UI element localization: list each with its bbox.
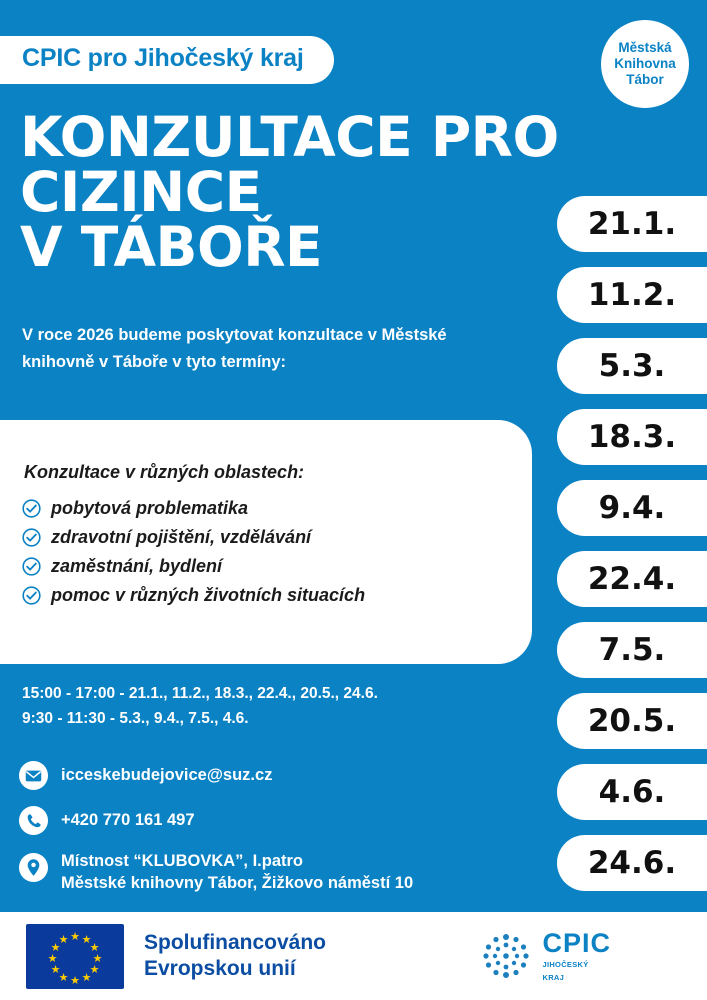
date-pill: 9.4. bbox=[557, 480, 707, 536]
contact-address-line-1: Místnost “KLUBOVKA”, I.patro bbox=[61, 852, 303, 870]
contact-address bbox=[61, 850, 413, 895]
date-pill: 21.1. bbox=[557, 196, 707, 252]
library-badge-line-1: Městská bbox=[618, 39, 672, 55]
eu-flag-icon: ★ ★ ★ ★ ★ ★ ★ ★ ★ ★ ★ ★ bbox=[26, 924, 124, 989]
intro-paragraph: V roce 2026 budeme poskytovat konzultace v Městské knihovně v Táboře v tyto termíny: bbox=[22, 326, 447, 372]
times-line-2: 9:30 - 11:30 - 5.3., 9.4., 7.5., 4.6. bbox=[22, 709, 249, 727]
times-line-1: 15:00 - 17:00 - 21.1., 11.2., 18.3., 22.4., 20.5., 24.6. bbox=[22, 685, 378, 702]
list-item-label: zaměstnání, bydlení bbox=[51, 556, 223, 576]
list-item bbox=[22, 527, 365, 548]
contact-address-line-2: Městské knihovny Tábor, Žižkovo náměstí 10 bbox=[61, 874, 414, 893]
check-circle-icon bbox=[22, 528, 41, 547]
list-item-label: zdravotní pojištění, vzdělávání bbox=[51, 527, 312, 547]
date-pill: 18.3. bbox=[557, 409, 707, 465]
date-pill: 11.2. bbox=[557, 267, 707, 323]
date-pill: 22.4. bbox=[557, 551, 707, 607]
contact-email-row bbox=[18, 760, 538, 791]
check-circle-icon bbox=[22, 586, 41, 605]
topics-heading: Konzultace v různých oblastech: bbox=[24, 462, 305, 482]
check-circle-icon bbox=[22, 557, 41, 576]
footer bbox=[0, 912, 707, 1000]
date-pill: 4.6. bbox=[557, 764, 707, 820]
topics-panel bbox=[0, 420, 532, 664]
eu-funding-text bbox=[144, 930, 326, 983]
date-list bbox=[547, 196, 707, 906]
eu-funding-line-2: Evropskou unií bbox=[144, 957, 296, 980]
check-circle-icon bbox=[22, 499, 41, 518]
cpic-sub-line-1: JIHOČESKÝ bbox=[542, 960, 589, 970]
region-pill: CPIC pro Jihočeský kraj bbox=[0, 36, 334, 84]
opening-times bbox=[22, 682, 378, 732]
list-item bbox=[22, 556, 365, 577]
cpic-dots-icon bbox=[480, 930, 532, 982]
location-pin-icon bbox=[18, 852, 49, 883]
cpic-logo bbox=[480, 930, 611, 982]
list-item bbox=[22, 498, 365, 519]
envelope-icon bbox=[18, 760, 49, 791]
phone-icon bbox=[18, 805, 49, 836]
contact-phone[interactable]: +420 770 161 497 bbox=[61, 811, 195, 830]
contact-address-row bbox=[18, 850, 538, 895]
contacts bbox=[18, 760, 538, 895]
list-item bbox=[22, 585, 365, 606]
topics-list bbox=[22, 498, 365, 614]
cpic-sub-line-2: KRAJ bbox=[542, 972, 565, 982]
contact-phone-row bbox=[18, 805, 538, 836]
library-badge-line-2: Knihovna bbox=[614, 55, 676, 71]
library-badge bbox=[601, 20, 689, 108]
cpic-wordmark bbox=[542, 930, 611, 982]
list-item-label: pomoc v různých životních situacích bbox=[51, 585, 366, 605]
eu-funding-line-1: Spolufinancováno bbox=[144, 930, 327, 954]
list-item-label: pobytová problematika bbox=[51, 498, 249, 518]
contact-email[interactable]: icceskebudejovice@suz.cz bbox=[61, 766, 273, 785]
date-pill: 24.6. bbox=[557, 835, 707, 891]
title-line-1: KONZULTACE PRO CIZINCE bbox=[20, 105, 559, 224]
library-badge-line-3: Tábor bbox=[626, 72, 664, 88]
cpic-name: CPIC bbox=[542, 928, 611, 959]
date-pill: 5.3. bbox=[557, 338, 707, 394]
date-pill: 7.5. bbox=[557, 622, 707, 678]
title-line-2: V TÁBOŘE bbox=[20, 215, 323, 279]
date-pill: 20.5. bbox=[557, 693, 707, 749]
